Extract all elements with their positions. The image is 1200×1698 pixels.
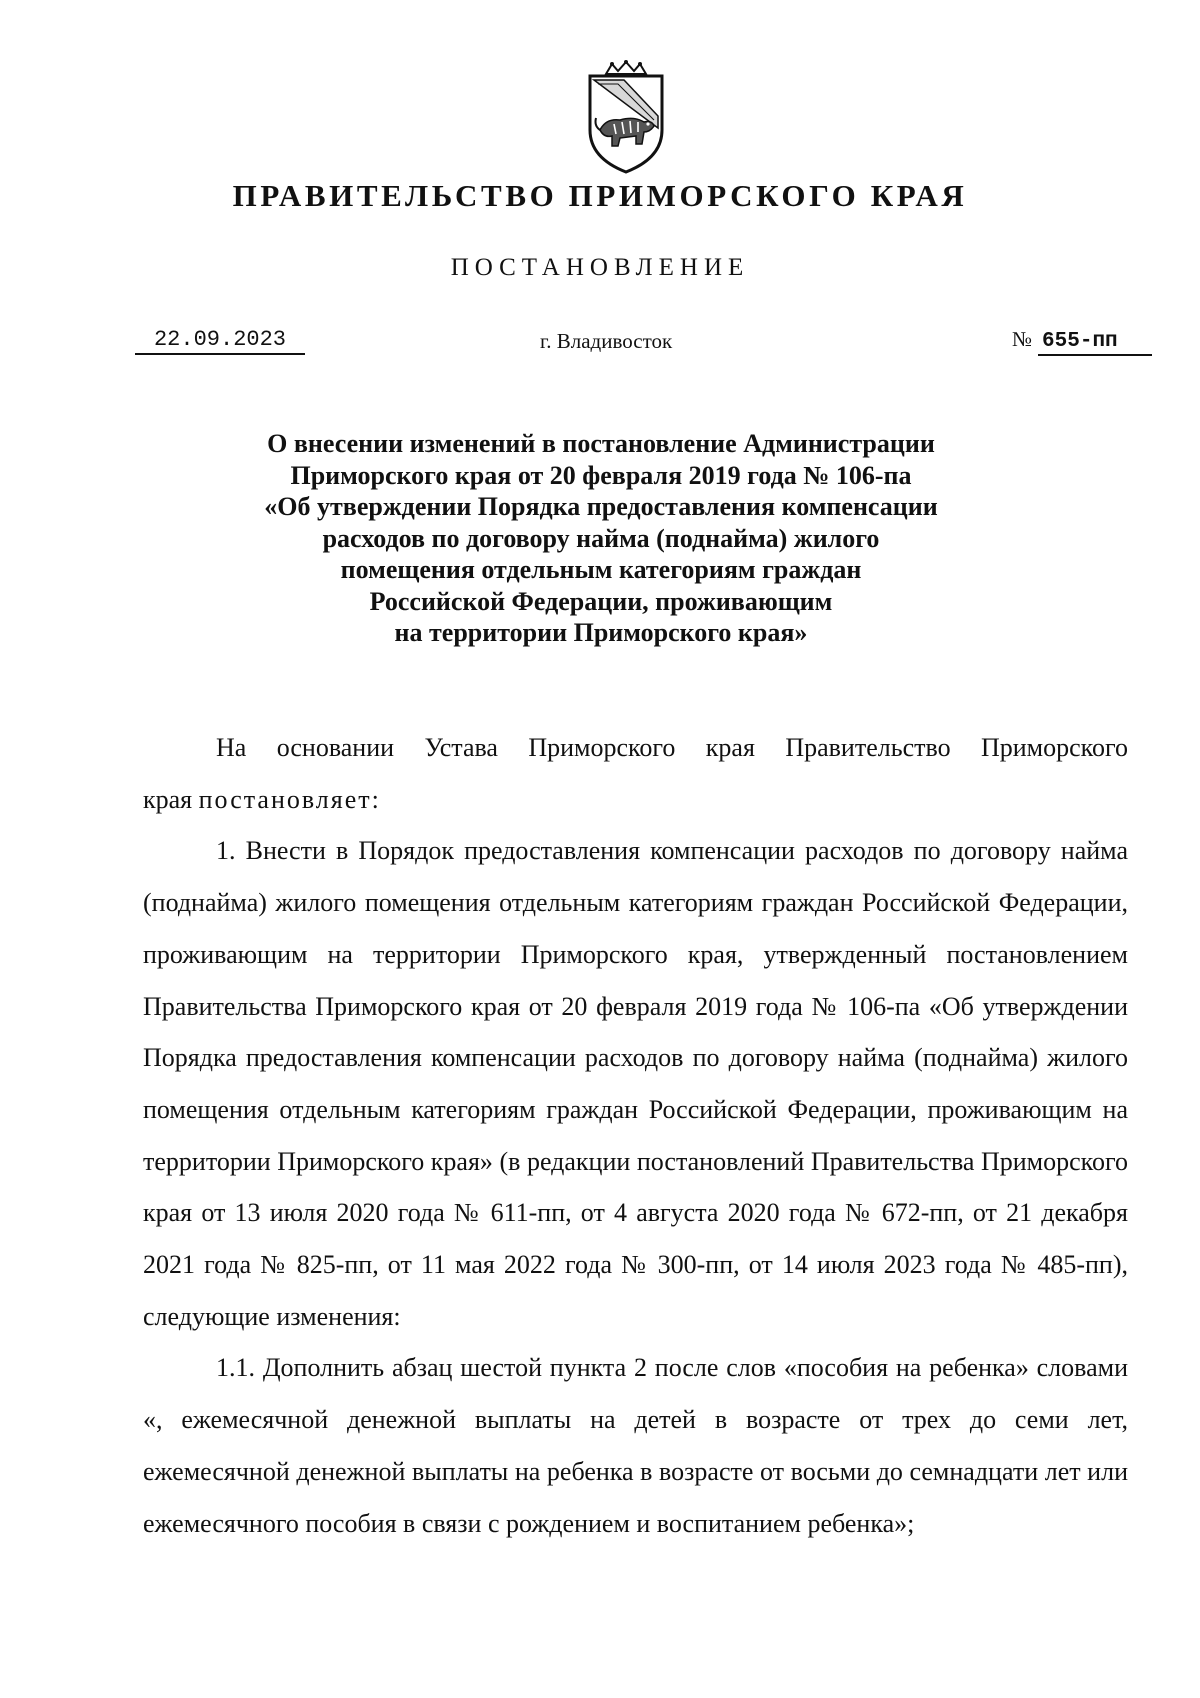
intro-text: На основании Устава Приморского края Правительство Приморского bbox=[216, 733, 1128, 762]
title-line: О внесении изменений в постановление Администрации bbox=[267, 429, 935, 458]
title-line: помещения отдельным категориям граждан bbox=[340, 555, 862, 584]
title-line: на территории Приморского края» bbox=[394, 618, 808, 647]
paragraph-1: 1. Внести в Порядок предоставления компенсации расходов по договору найма (поднайма) жилого помещения отдельным категориям граждан Российской Федерации, проживающим на территории Приморского края, утвержденный постановлением Правительства Приморского края от 20 февраля 2019 года № 106-па «Об утверждении Порядка предоставления компенсации расходов по договору найма (поднайма) жилого помещения отдельным категориям граждан Российской Федерации, проживающим на территории Приморского края» (в редакции постановлений Правительства Приморского края от 13 июля 2020 года № 611-пп, от 4 августа 2020 года № 672-пп, от 21 декабря 2021 года № 825-пп, от 11 мая 2022 года № 300-пп, от 14 июля 2023 года № 485-пп), следующие изменения: bbox=[143, 836, 1128, 1331]
title-line: «Об утверждении Порядка предоставления компенсации bbox=[264, 492, 938, 521]
title-line: Российской Федерации, проживающим bbox=[369, 586, 833, 616]
intro-text-cont: края bbox=[143, 784, 193, 814]
document-city: г. Владивосток bbox=[540, 329, 673, 353]
document-title bbox=[180, 428, 1022, 649]
document-date: 22.09.2023 bbox=[135, 327, 305, 355]
intro-paragraph bbox=[143, 722, 1128, 774]
title-line: Приморского края от 20 февраля 2019 года № 106-па bbox=[290, 460, 912, 490]
number-sign: № bbox=[1012, 327, 1033, 351]
document-body bbox=[143, 722, 1128, 1549]
intro-paragraph-cont bbox=[143, 774, 1128, 826]
resolves-word: постановляет: bbox=[198, 784, 381, 814]
document-type: ПОСТАНОВЛЕНИЕ bbox=[450, 254, 750, 281]
coat-of-arms-icon bbox=[584, 60, 668, 176]
title-line: расходов по договору найма (поднайма) жилого bbox=[322, 523, 880, 553]
paragraph-1-1: 1.1. Дополнить абзац шестой пункта 2 после слов «пособия на ребенка» словами «, ежемесячной денежной выплаты на детей в возрасте от трех до семи лет, ежемесячной денежной выплаты на ребенка в возрасте от восьми до семнадцати лет или ежемесячного пособия в связи с рождением и воспитанием ребенка»; bbox=[143, 1353, 1128, 1538]
government-name: ПРАВИТЕЛЬСТВО ПРИМОРСКОГО КРАЯ bbox=[232, 178, 968, 213]
number-value: 655-пп bbox=[1038, 330, 1152, 356]
document-number bbox=[1012, 327, 1152, 356]
